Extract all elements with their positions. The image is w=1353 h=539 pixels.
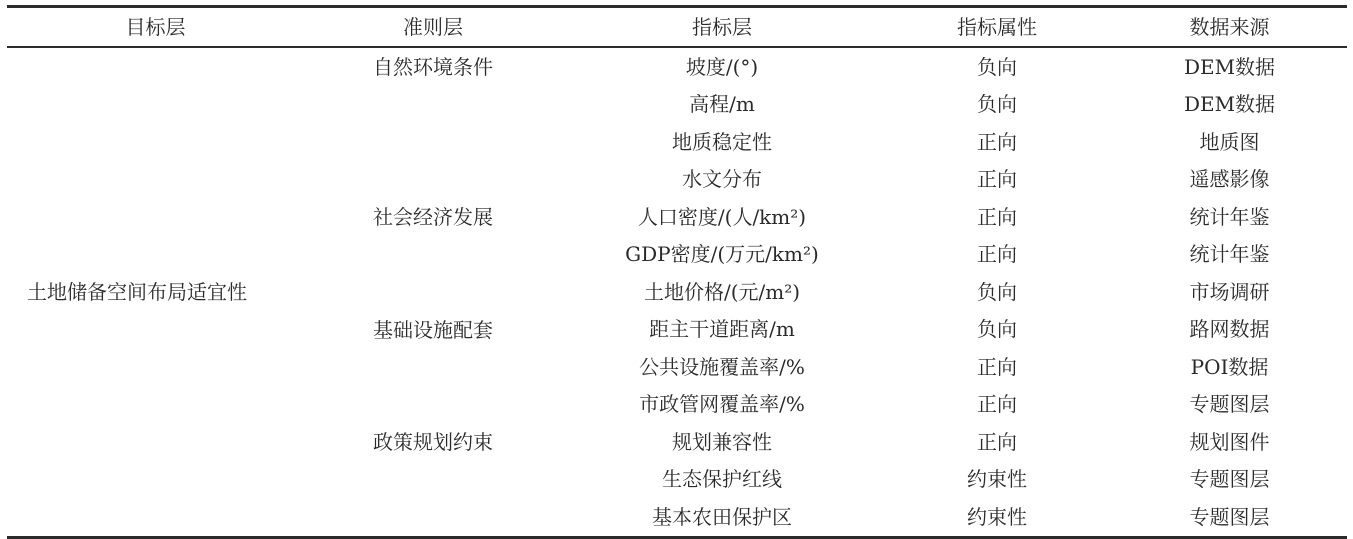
indicator-cell: 公共设施覆盖率/% [639,354,805,379]
source-cell: 遥感影像 [1189,167,1270,192]
source-cell: 规划图件 [1189,429,1270,454]
attribute-cell: 约束性 [967,504,1027,529]
indicator-cell: 高程/m [689,92,755,117]
attribute-cell: 正向 [977,354,1017,379]
table-header-row [7,7,1347,48]
source-cell: 统计年鉴 [1189,204,1270,229]
attribute-cell: 约束性 [967,467,1027,492]
attribute-cell: 正向 [977,392,1017,417]
attribute-cell: 负向 [977,317,1017,342]
source-cell: 路网数据 [1189,317,1270,342]
source-cell: DEM数据 [1183,92,1276,117]
indicator-cell: 水文分布 [682,167,762,192]
source-cell: 专题图层 [1189,504,1270,529]
table-row [7,47,1347,86]
attribute-cell: 负向 [977,54,1017,79]
indicator-cell: 土地价格/(元/m²) [643,279,801,304]
indicator-cell: 市政管网覆盖率/% [639,392,805,417]
indicator-cell: 人口密度/(人/km²) [637,204,807,229]
source-cell: 统计年鉴 [1189,242,1270,267]
indicator-cell: 基本农田保护区 [652,504,792,529]
source-cell: 地质图 [1199,129,1260,154]
attribute-cell: 负向 [977,279,1017,304]
indicator-cell: 坡度/(°) [685,54,759,79]
attribute-cell: 正向 [977,204,1017,229]
header-indicator-attribute: 指标属性 [957,15,1037,39]
criteria-cell: 社会经济发展 [373,205,493,229]
attribute-cell: 负向 [977,92,1017,117]
target-layer-cell: 土地储备空间布局适宜性 [27,279,247,304]
indicator-cell: 地质稳定性 [672,129,772,154]
source-cell: POI数据 [1190,354,1269,379]
header-data-source: 数据来源 [1189,15,1270,39]
criteria-cell: 基础设施配套 [373,317,493,342]
indicator-table [7,5,1347,539]
source-cell: 市场调研 [1189,279,1270,304]
indicator-table-container [7,5,1347,539]
source-cell: DEM数据 [1183,54,1276,79]
source-cell: 专题图层 [1189,467,1270,492]
indicator-cell: 距主干道距离/m [649,317,795,342]
header-indicator-layer: 指标层 [692,15,752,39]
header-target-layer: 目标层 [125,15,186,39]
criteria-cell: 自然环境条件 [373,55,493,79]
source-cell: 专题图层 [1189,392,1270,417]
attribute-cell: 正向 [977,429,1017,454]
attribute-cell: 正向 [977,167,1017,192]
attribute-cell: 正向 [977,129,1017,154]
attribute-cell: 正向 [977,242,1017,267]
indicator-cell: GDP密度/(万元/km²) [625,242,819,267]
criteria-cell: 政策规划约束 [373,430,493,454]
indicator-cell: 规划兼容性 [672,429,772,454]
indicator-cell: 生态保护红线 [662,467,782,492]
header-criteria-layer: 准则层 [403,15,463,39]
